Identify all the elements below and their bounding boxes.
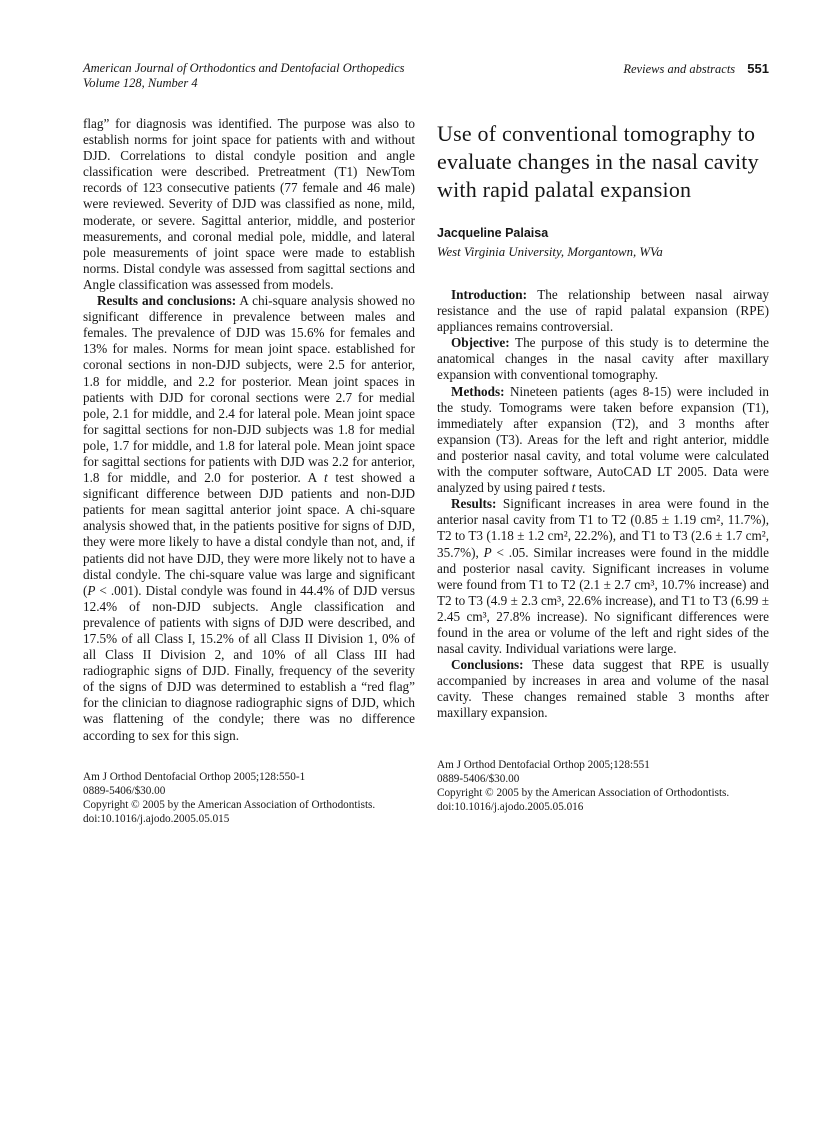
paragraph [437,384,769,497]
paragraph [437,657,769,721]
paragraph [437,287,769,335]
text-run: t [324,470,328,486]
text-run: tests. [575,480,606,496]
citation-line: doi:10.1016/j.ajodo.2005.05.015 [83,812,230,825]
text-run: flag” for diagnosis was identified. The purpose was also to establish norms for joint space for patients with and without DJD. Correlations to distal condyle position and angle classification were described. Pretreatment (T1) NewTom records of 123 consecutive patients (77 female and 46 male) were reviewed. Severity of DJD was classified as none, mild, moderate, or severe. Sagittal anterior, middle, and posterior measurements, and coronal medial pole, middle, and lateral pole measurements of joint space were made to establish norms. Distal condyle was assessed from sagittal sections and Angle classification was assessed from models. [83,116,415,292]
citation-block-right [437,758,769,814]
running-head [623,61,769,77]
author-affiliation: West Virginia University, Morgantown, WVa [437,245,663,259]
citation-line: doi:10.1016/j.ajodo.2005.05.016 [437,800,584,813]
section-lead-label: Conclusions: [451,657,524,673]
journal-header [83,61,405,91]
text-run: These data suggest that RPE is usually accompanied by increases in area and volume of the nasal cavity. These changes remained stable 3 months after maxillary expansion. [437,657,769,721]
citation-line: 0889-5406/$30.00 [83,784,166,797]
paragraph [83,293,415,744]
two-column-layout [83,116,769,826]
text-run: t [571,480,576,496]
citation-block-left [83,770,415,826]
right-column [437,116,769,826]
page-header [83,61,769,91]
abstract-body-right [437,287,769,722]
page-number: 551 [747,61,769,76]
citation-line: Am J Orthod Dentofacial Orthop 2005;128:550-1 [83,770,306,783]
text-run: test showed a significant difference between DJD patients and non-DJD patients for mean sagittal anterior joint space. A chi-square analysis showed that, in the patients positive for signs of DJD, they were more likely to have a distal condyle than not, and, if patients did not have DJD, they were more likely not to have a distal condyle. The chi-square value was large and significant ( [83,470,415,598]
text-run: P [483,544,492,560]
text-run: The relationship between nasal airway resistance and the use of rapid palatal expansion (RPE) appliances remains controversial. [437,287,769,335]
journal-volume: Volume 128, Number 4 [83,76,198,90]
left-column [83,116,415,826]
text-run: Significant increases in area were found in the anterior nasal cavity from T1 to T2 (0.85 ± 1.19 cm², 11.7%), T2 to T3 (1.18 ± 1.2 cm², 22.2%), and T1 to T3 (2.6 ± 1.7 cm², 35.7%), [437,496,769,560]
paragraph [83,116,415,293]
section-lead-label: Results: [451,496,497,512]
section-lead-label: Objective: [451,335,510,351]
text-run: < .05. Similar increases were found in the middle and posterior nasal cavity. Significant increases in volume were found from T1 to T2 (2.1 ± 2.7 cm³, 10.7% increase) and T2 to T3 (4.9 ± 2.3 cm³, 22.6% increase), and T1 to T3 (6.99 ± 2.45 cm³, 27.8% increase). No significant differences were found in the area or volume of the left and right sides of the nasal cavity. Individual variations were large. [437,544,769,657]
text-run: Nineteen patients (ages 8-15) were included in the study. Tomograms were taken before expansion (T1), immediately after expansion (T2), and 3 months after expansion (T3). Areas for the left and right anterior, middle and posterior nasal cavity, and total volume were calculated with the computer software, AutoCAD LT 2005. Data were analyzed by using paired [437,383,769,496]
text-run: The purpose of this study is to determine the anatomical changes in the nasal cavity after maxillary expansion with conventional tomography. [437,335,769,383]
paragraph [437,335,769,383]
citation-line: 0889-5406/$30.00 [437,772,520,785]
author-name: Jacqueline Palaisa [437,226,549,240]
section-lead-label: Results and conclusions: [97,293,237,309]
citation-line: Am J Orthod Dentofacial Orthop 2005;128:551 [437,758,650,771]
text-run: A chi-square analysis showed no significant difference in prevalence between males and females. The prevalence of DJD was 15.6% for females and 13% for males. Norms for mean joint space. established for coronal sections in non-DJD subjects, were 2.5 for anterior, 1.8 for middle, and 2.2 for posterior. Mean joint spaces in patients with DJD for coronal sections were 2.7 for medial pole, 2.1 for middle, and 2.4 for lateral pole. Mean joint space for sagittal sections for non-DJD subjects was 1.8 for medial pole, 1.7 for middle, and 1.8 for lateral pole. Mean joint space for sagittal sections for patients with DJD was 2.2 for anterior, 1.8 for middle, and 2.0 for posterior. A [83,293,415,486]
section-lead-label: Methods: [451,383,505,399]
citation-line: Copyright © 2005 by the American Association of Orthodontists. [83,798,376,811]
section-label: Reviews and abstracts [623,62,736,76]
abstract-body-left [83,116,415,744]
citation-line: Copyright © 2005 by the American Association of Orthodontists. [437,786,730,799]
article-title: Use of conventional tomography to evaluate changes in the nasal cavity with rapid palatal expansion [437,121,759,202]
journal-title: American Journal of Orthodontics and Dentofacial Orthopedics [83,61,405,75]
section-lead-label: Introduction: [451,287,527,302]
text-run: P [87,582,96,598]
paragraph [437,496,769,657]
text-run: < .001). Distal condyle was found in 44.4% of DJD versus 12.4% of non-DJD subjects. Angle classification and prevalence of patients with signs of DJD were described, and 17.5% of all Class I, 15.2% of all Class II Division 1, 0% of all Class II Division 2, and 10% of all Class III had radiographic signs of DJD. Finally, frequency of the severity of the signs of DJD was determined to establish a “red flag” for the clinician to diagnose radiographic signs of DJD, which was flattening of the condyle; there was no difference according to sex for this sign. [83,582,415,743]
